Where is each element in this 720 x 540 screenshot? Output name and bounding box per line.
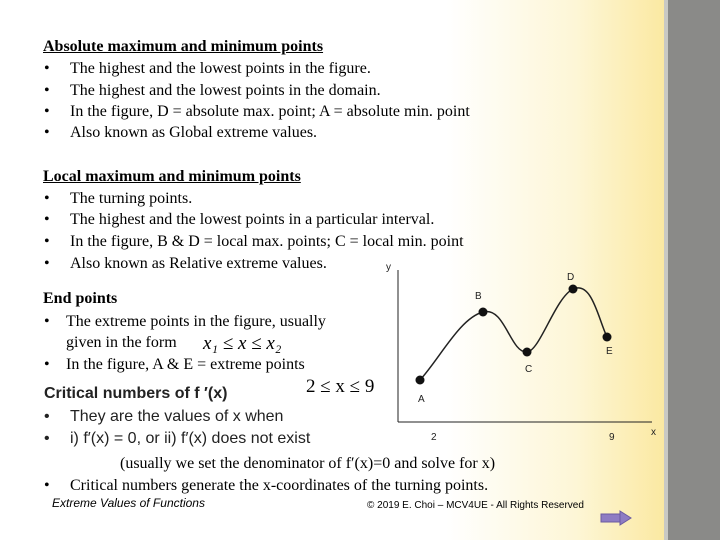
right-sidebar	[668, 0, 720, 540]
absolute-heading: Absolute maximum and minimum points	[43, 38, 324, 55]
footer-title: Extreme Values of Functions	[52, 496, 205, 510]
label-C: C	[525, 364, 533, 375]
y-axis-label: y	[386, 262, 391, 273]
absolute-bullet-1: • The highest and the lowest points in the figure.	[44, 60, 371, 77]
local-bullet-3: • In the figure, B & D = local max. points; C = local min. point	[44, 233, 464, 250]
end-points-line-1: • The extreme points in the figure, usually	[44, 313, 326, 330]
end-points-line-2: given in the form	[66, 334, 177, 351]
footer-copyright: © 2019 E. Choi – MCV4UE - All Rights Reserved	[367, 500, 584, 511]
end-points-line-3: • In the figure, A & E = extreme points	[44, 356, 305, 373]
label-D: D	[567, 272, 575, 283]
point-D	[569, 285, 578, 294]
local-bullet-1: • The turning points.	[44, 190, 193, 207]
point-E	[603, 333, 612, 342]
function-curve	[420, 288, 607, 380]
end-points-heading: End points	[43, 290, 118, 307]
next-arrow-icon[interactable]	[600, 510, 632, 526]
point-B	[479, 308, 488, 317]
local-bullet-4: • Also known as Relative extreme values.	[44, 255, 327, 272]
critical-line-1: • They are the values of x when	[44, 408, 284, 425]
local-bullet-2: • The highest and the lowest points in a particular interval.	[44, 211, 435, 228]
critical-line-2: • i) f′(x) = 0, or ii) f′(x) does not exist	[44, 430, 311, 447]
label-B: B	[475, 291, 482, 302]
x-axis-label: x	[651, 427, 656, 438]
function-graph	[370, 258, 660, 443]
point-C	[523, 348, 532, 357]
label-E: E	[606, 346, 613, 357]
critical-last-bullet: • Critical numbers generate the x-coordinates of the turning points.	[44, 477, 489, 494]
critical-note: (usually we set the denominator of f′(x)=0 and solve for x)	[120, 455, 496, 472]
point-A	[416, 376, 425, 385]
tick-label-9: 9	[609, 432, 615, 443]
form-inequality: x₁ ≤ x ≤ x₂	[203, 333, 282, 354]
absolute-bullet-2: • The highest and the lowest points in the domain.	[44, 82, 381, 99]
local-heading: Local maximum and minimum points	[43, 168, 301, 185]
label-A: A	[418, 394, 425, 405]
absolute-bullet-4: • Also known as Global extreme values.	[44, 124, 318, 141]
tick-label-2: 2	[431, 432, 437, 443]
range-inequality: 2 ≤ x ≤ 9	[306, 376, 375, 397]
critical-title: Critical numbers of f ′(x)	[44, 385, 228, 402]
absolute-bullet-3: • In the figure, D = absolute max. point; A = absolute min. point	[44, 103, 470, 120]
